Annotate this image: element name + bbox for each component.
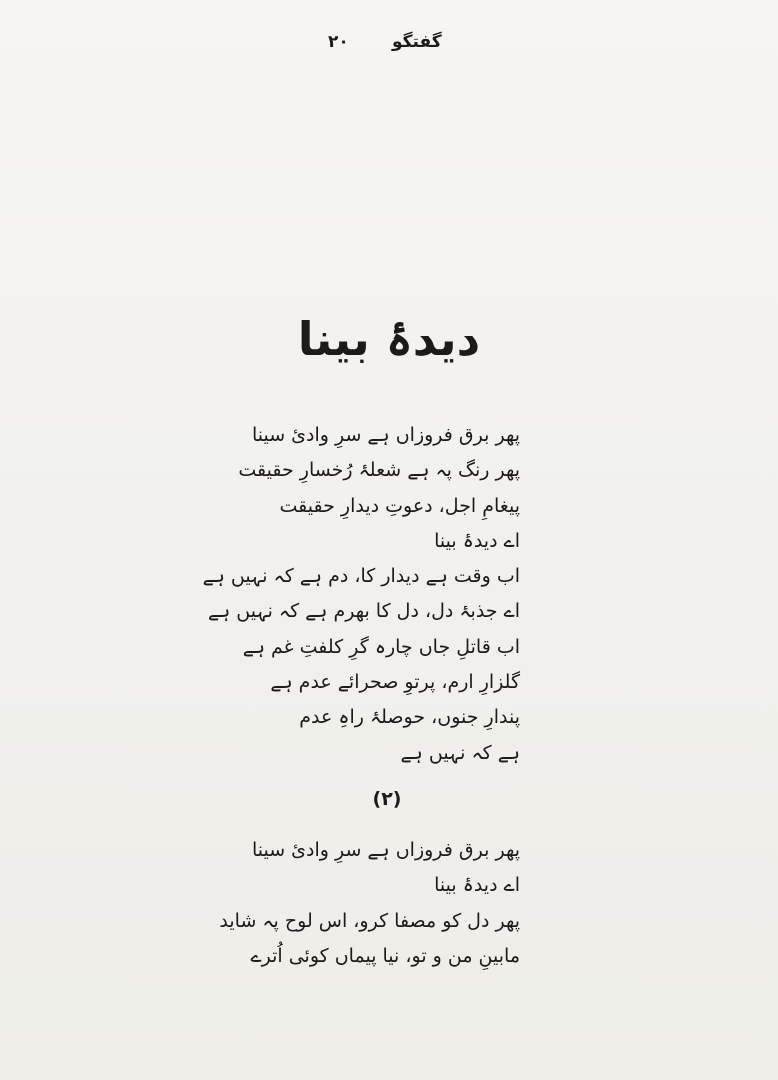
poem-line: مابینِ من و تو، نیا پیماں کوئی اُترے: [250, 944, 520, 967]
section-number: (۲): [372, 788, 402, 810]
page-number: ۲۰: [328, 32, 349, 52]
poem-line: اب قاتلِ جاں چارہ گرِ کلفتِ غم ہے: [242, 635, 520, 658]
poem-line: پھر برق فروزاں ہے سرِ وادیٔ سینا: [251, 839, 520, 861]
page-header: [0, 32, 778, 62]
poem-line: گلزارِ ارم، پرتوِ صحرائے عدم ہے: [270, 671, 520, 694]
poem-line: اے دیدۂ بینا: [434, 874, 520, 897]
poem-line: اے جذبۂ دل، دل کا بھرم ہے کہ نہیں ہے: [207, 600, 520, 623]
poem-title: دیدۂ بینا: [297, 312, 481, 366]
poem-line: اب وقت ہے دیدار کا، دم ہے کہ نہیں ہے: [202, 565, 520, 588]
book-title: گفتگو: [392, 32, 442, 52]
poem-line: اے دیدۂ بینا: [434, 529, 520, 552]
poem-line: پندارِ جنوں، حوصلۂ راہِ عدم: [299, 706, 520, 729]
poem-line: پھر دل کو مصفا کرو، اس لوح پہ شاید: [219, 909, 520, 932]
poem-part-2: [220, 833, 520, 974]
poem-line: پیغامِ اجل، دعوتِ دیدارِ حقیقت: [279, 494, 520, 517]
poem-line: پھر برق فروزاں ہے سرِ وادیٔ سینا: [251, 424, 520, 446]
poem-part-1: [202, 418, 520, 771]
poem-line: پھر رنگ پہ ہے شعلۂ رُخسارِ حقیقت: [238, 459, 520, 482]
poem-line: ہے کہ نہیں ہے: [400, 741, 520, 764]
